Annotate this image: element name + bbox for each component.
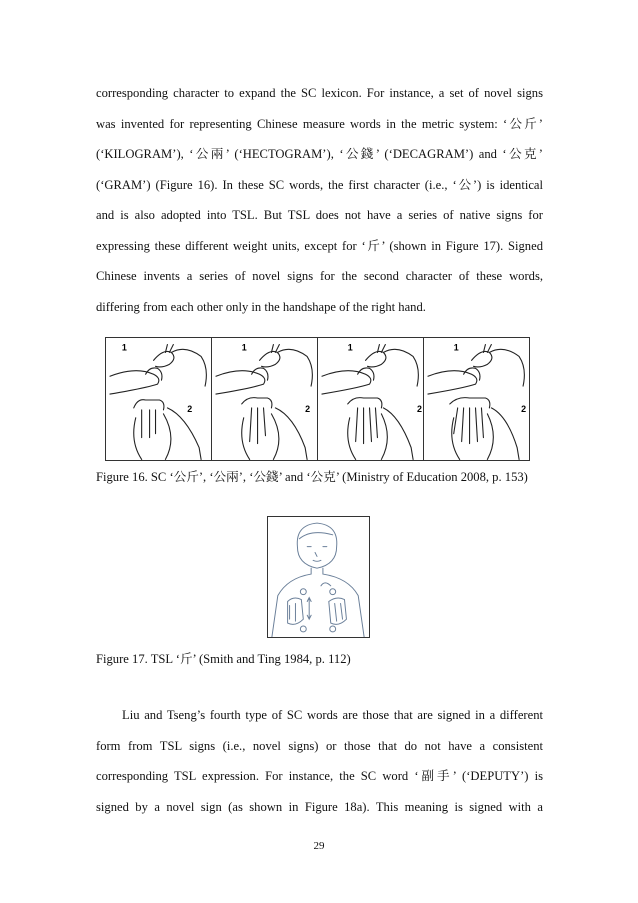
step-label-2: 2	[305, 403, 311, 414]
figure-17-caption: Figure 17. TSL ‘斤’ (Smith and Ting 1984, p. 112)	[96, 652, 351, 666]
text-line: form from TSL signs (i.e., novel signs) or those that do not have a consistent	[96, 738, 543, 753]
body-paragraph-1	[96, 78, 543, 322]
text-line: corresponding character to expand the SC lexicon. For instance, a set of novel signs	[96, 86, 543, 100]
step-label-2: 2	[187, 403, 193, 414]
figure-16-caption: Figure 16. SC ‘公斤’, ‘公兩’, ‘公錢’ and ‘公克’ (Ministry of Education 2008, p. 153)	[96, 470, 528, 484]
text-line: Liu and Tseng’s fourth type of SC words are those that are signed in a different	[122, 708, 543, 722]
sign-drawing	[212, 338, 317, 460]
step-label-1: 1	[241, 342, 247, 353]
step-label-1: 1	[121, 342, 127, 353]
step-label-2: 2	[521, 403, 527, 414]
text-line: (‘GRAM’) (Figure 16). In these SC words, the first character (i.e., ‘公’) is identical	[96, 177, 543, 192]
text-line: differing from each other only in the handshape of the right hand.	[96, 299, 426, 314]
sign-drawing	[424, 338, 529, 460]
sign-drawing	[106, 338, 211, 460]
text-line: and is also adopted into TSL. But TSL does not have a series of native signs for	[96, 208, 543, 222]
step-label-1: 1	[347, 342, 353, 353]
sign-panel-kilogram	[106, 338, 212, 460]
page-number: 29	[313, 840, 325, 852]
sign-panel-gram	[424, 338, 529, 460]
sign-drawing	[318, 338, 423, 460]
sign-panel-hectogram	[212, 338, 318, 460]
text-line: corresponding TSL expression. For instance, the SC word ‘副手’ (‘DEPUTY’) is	[96, 769, 543, 783]
text-line: signed by a novel sign (as shown in Figure 18a). This meaning is signed with a	[96, 799, 543, 814]
step-label-2: 2	[417, 403, 423, 414]
text-line: was invented for representing Chinese measure words in the metric system: ‘公斤’	[96, 116, 543, 131]
text-line: Chinese invents a series of novel signs for the second character of these words,	[96, 269, 543, 283]
figure-17-sign-illustration	[267, 516, 370, 638]
sign-panel-decagram	[318, 338, 424, 460]
signer-drawing	[268, 517, 369, 637]
step-label-1: 1	[453, 342, 459, 353]
text-line: (‘KILOGRAM’), ‘公兩’ (‘HECTOGRAM’), ‘公錢’ (‘DECAGRAM’) and ‘公克’	[96, 147, 543, 161]
figure-16-sign-illustrations	[105, 337, 530, 461]
text-line: expressing these different weight units, except for ‘斤’ (shown in Figure 17). Signed	[96, 238, 543, 253]
body-paragraph-2	[96, 700, 543, 822]
